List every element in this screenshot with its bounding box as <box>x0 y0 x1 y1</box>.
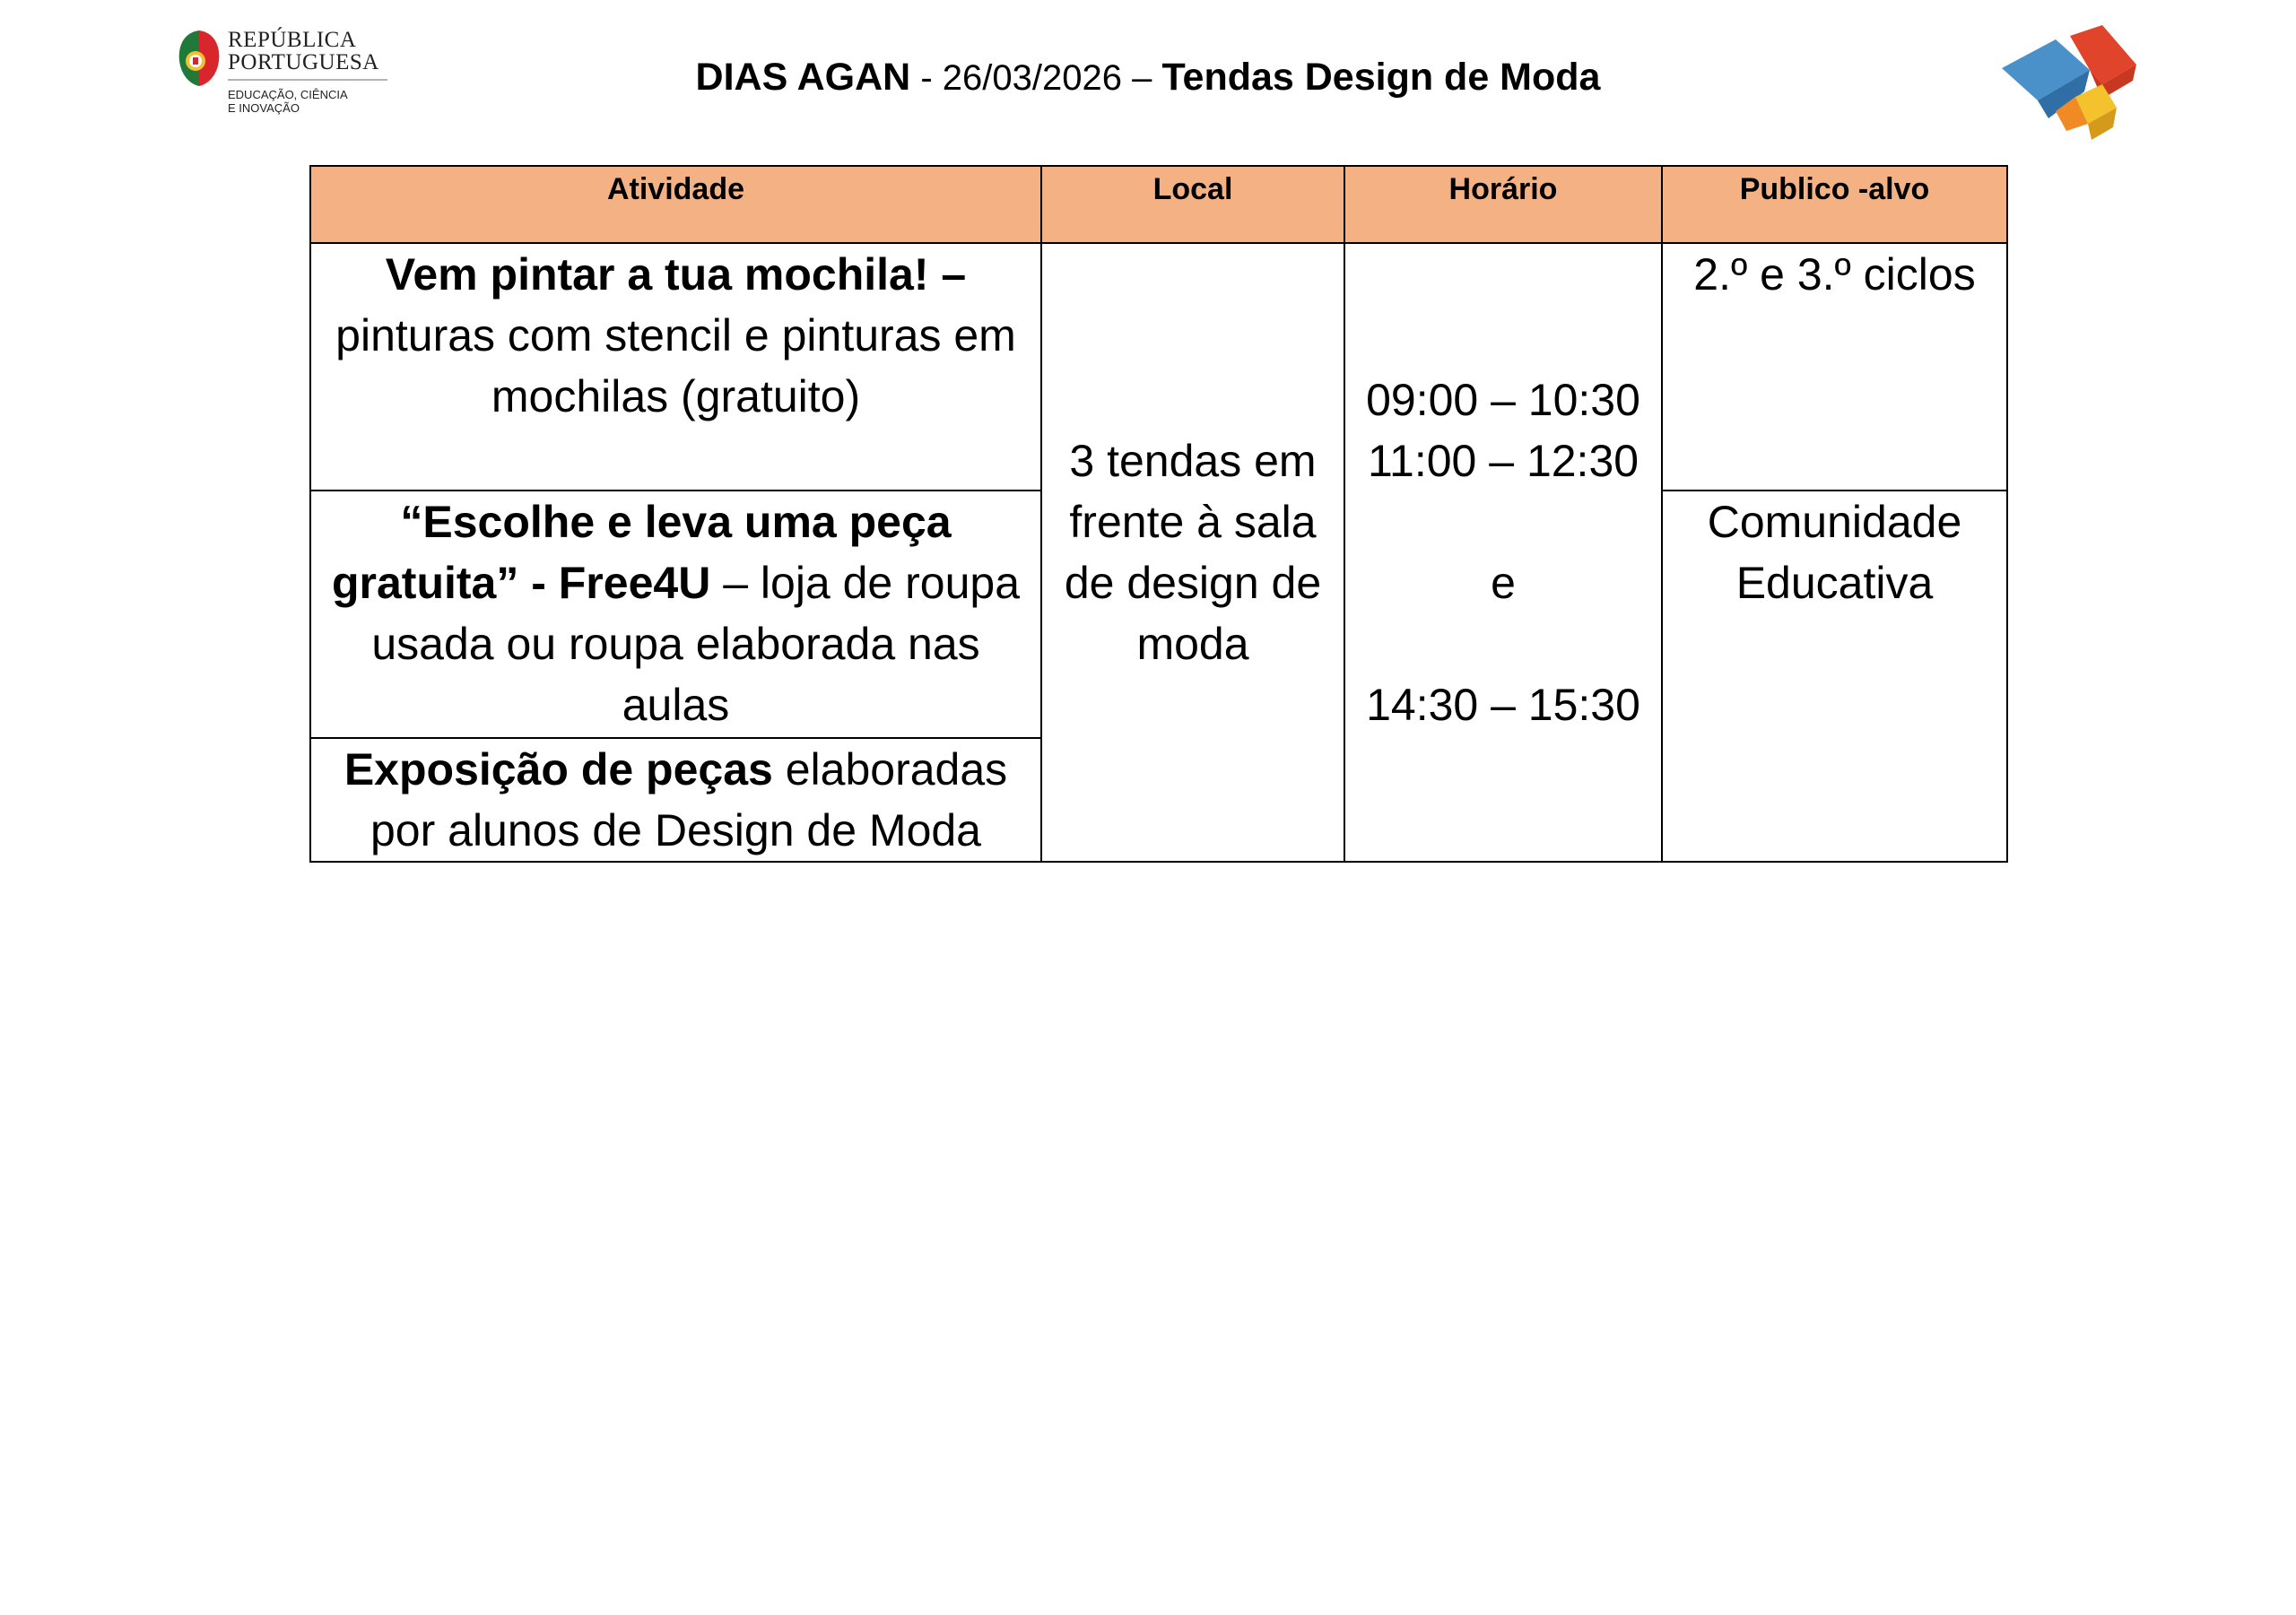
location-cell: 3 tendas em frente à sala de design de moda <box>1041 243 1344 862</box>
activity-cell-backpack <box>310 243 1041 491</box>
audience-cell-community: Comunidade Educativa <box>1662 491 2007 862</box>
title-event-subject: Tendas Design de Moda <box>1161 56 1601 99</box>
column-header-schedule: Horário <box>1344 166 1662 243</box>
time-connector: e <box>1491 558 1516 608</box>
logo-line-republica: REPÚBLICA <box>228 28 357 52</box>
audience-cell-cycles: 2.º e 3.º ciclos <box>1662 243 2007 491</box>
logo-line-portuguesa: PORTUGUESA <box>228 50 379 74</box>
activity-title: Vem pintar a tua mochila! – <box>385 249 967 300</box>
time-slot: 14:30 – 15:30 <box>1366 680 1640 730</box>
column-header-location: Local <box>1041 166 1344 243</box>
column-header-activity: Atividade <box>310 166 1041 243</box>
time-slot: 09:00 – 10:30 <box>1366 375 1640 425</box>
activity-cell-exhibition <box>310 738 1041 862</box>
activity-description: – loja de roupa usada ou roupa elaborada nas aulas <box>371 558 1021 730</box>
activity-cell-free4u <box>310 491 1041 738</box>
schedule-table <box>309 165 2008 863</box>
activity-title: Exposição de peças <box>344 744 773 794</box>
page-title <box>0 56 2296 100</box>
logo-ministry-line2: E INOVAÇÃO <box>228 101 300 115</box>
column-header-audience: Publico -alvo <box>1662 166 2007 243</box>
logo-ministry-line1: EDUCAÇÃO, CIÊNCIA <box>228 88 348 101</box>
schedule-cell <box>1344 243 1662 862</box>
title-event-name: DIAS AGAN <box>695 56 911 99</box>
cube-logo-icon <box>2002 25 2145 142</box>
time-slot: 11:00 – 12:30 <box>1367 436 1639 486</box>
table-header-row <box>310 166 2007 243</box>
activity-description: elaboradas por alunos de Design de Moda <box>370 744 1008 855</box>
activity-title: “Escolhe e leva uma peça gratuita” - Free4U <box>331 497 952 608</box>
activity-description: pinturas com stencil e pinturas em mochilas (gratuito) <box>335 310 1016 421</box>
table-row <box>310 243 2007 491</box>
title-date: - 26/03/2026 – <box>910 58 1162 98</box>
